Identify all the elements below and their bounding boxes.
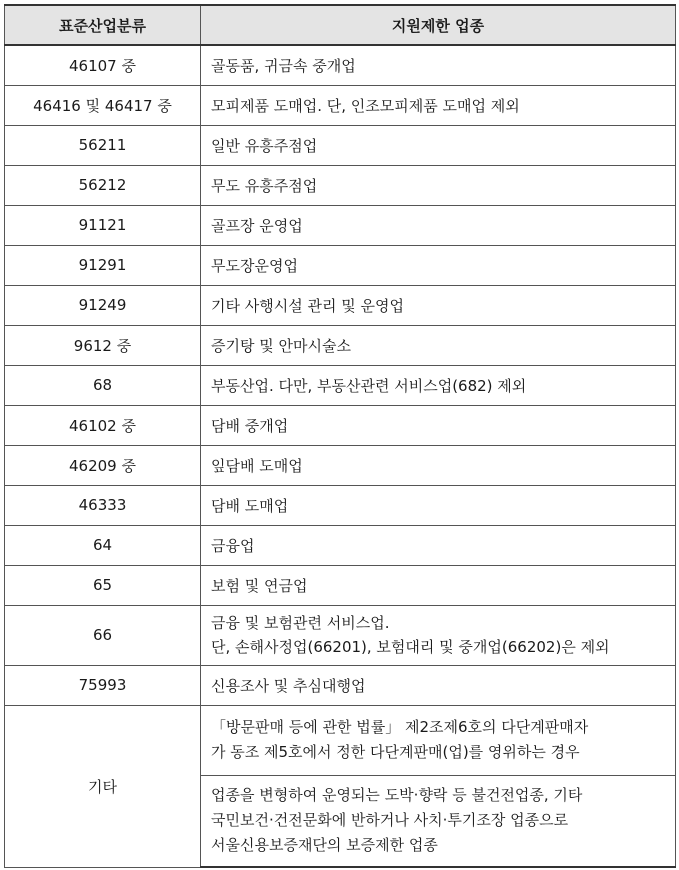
header-industry-code: 표준산업분류 bbox=[5, 5, 201, 45]
restricted-industry-line: 가 동조 제5호에서 정한 다단계판매(업)를 영위하는 경우 bbox=[211, 743, 580, 761]
industry-code-other: 기타 bbox=[5, 705, 201, 867]
restricted-industry bbox=[201, 775, 676, 867]
table-row bbox=[5, 205, 676, 245]
restricted-industry-line: 업종을 변형하여 운영되는 도박·향락 등 불건전업종, 기타 bbox=[211, 786, 583, 805]
restricted-industry-line: 국민보건·건전문화에 반하거나 사치·투기조장 업종으로 bbox=[211, 811, 569, 830]
restricted-industry: 담배 중개업 bbox=[201, 405, 676, 445]
industry-code: 66 bbox=[5, 605, 201, 665]
industry-code: 65 bbox=[5, 565, 201, 605]
industry-code: 56211 bbox=[5, 125, 201, 165]
industry-code: 46333 bbox=[5, 485, 201, 525]
restricted-industry: 골프장 운영업 bbox=[201, 205, 676, 245]
table-row bbox=[5, 705, 676, 775]
industry-code: 46107 중 bbox=[5, 45, 201, 85]
table-row bbox=[5, 165, 676, 205]
table-row bbox=[5, 125, 676, 165]
restricted-industry: 보험 및 연금업 bbox=[201, 565, 676, 605]
restricted-industry bbox=[201, 605, 676, 665]
table-row bbox=[5, 445, 676, 485]
table-row bbox=[5, 285, 676, 325]
table-row bbox=[5, 665, 676, 705]
industry-code: 9612 중 bbox=[5, 325, 201, 365]
restricted-industry: 부동산업. 다만, 부동산관련 서비스업(682) 제외 bbox=[201, 365, 676, 405]
industry-code: 64 bbox=[5, 525, 201, 565]
restricted-industry-line: 금융 및 보험관련 서비스업. bbox=[211, 614, 390, 632]
industry-code: 56212 bbox=[5, 165, 201, 205]
restricted-industry: 기타 사행시설 관리 및 운영업 bbox=[201, 285, 676, 325]
table-row bbox=[5, 405, 676, 445]
industry-code: 91121 bbox=[5, 205, 201, 245]
table-row bbox=[5, 45, 676, 85]
restricted-industries-table bbox=[4, 4, 676, 868]
table-row bbox=[5, 565, 676, 605]
header-restricted-industry: 지원제한 업종 bbox=[201, 5, 676, 45]
table-row bbox=[5, 325, 676, 365]
industry-code: 68 bbox=[5, 365, 201, 405]
restricted-industry bbox=[201, 705, 676, 775]
table-row bbox=[5, 85, 676, 125]
industry-code: 75993 bbox=[5, 665, 201, 705]
table-header-row bbox=[5, 5, 676, 45]
industry-code: 91249 bbox=[5, 285, 201, 325]
restricted-industry-line: 단, 손해사정업(66201), 보험대리 및 중개업(66202)은 제외 bbox=[211, 638, 610, 656]
restricted-industry: 증기탕 및 안마시술소 bbox=[201, 325, 676, 365]
restricted-industry: 담배 도매업 bbox=[201, 485, 676, 525]
table-row bbox=[5, 245, 676, 285]
industry-code: 91291 bbox=[5, 245, 201, 285]
table-row bbox=[5, 605, 676, 665]
table-row bbox=[5, 365, 676, 405]
restricted-industry: 무도 유흥주점업 bbox=[201, 165, 676, 205]
restricted-industry-line: 서울신용보증재단의 보증제한 업종 bbox=[211, 836, 438, 855]
restricted-industry: 골동품, 귀금속 중개업 bbox=[201, 45, 676, 85]
table-row bbox=[5, 525, 676, 565]
industry-code: 46416 및 46417 중 bbox=[5, 85, 201, 125]
industry-code: 46102 중 bbox=[5, 405, 201, 445]
restricted-industry: 무도장운영업 bbox=[201, 245, 676, 285]
restricted-industry: 금융업 bbox=[201, 525, 676, 565]
restricted-industry-line: 「방문판매 등에 관한 법률」 제2조제6호의 다단계판매자 bbox=[211, 718, 589, 736]
restricted-industry: 모피제품 도매업. 단, 인조모피제품 도매업 제외 bbox=[201, 85, 676, 125]
restricted-industry: 잎담배 도매업 bbox=[201, 445, 676, 485]
restricted-industry: 신용조사 및 추심대행업 bbox=[201, 665, 676, 705]
industry-code: 46209 중 bbox=[5, 445, 201, 485]
restricted-industry: 일반 유흥주점업 bbox=[201, 125, 676, 165]
table-row bbox=[5, 485, 676, 525]
